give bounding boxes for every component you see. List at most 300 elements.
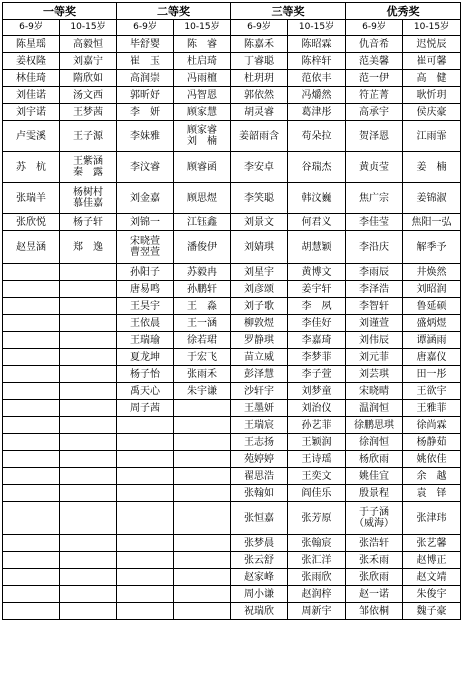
name-cell: [3, 121, 60, 152]
winner-name: 刘佳诺: [16, 89, 46, 101]
name-cell: [346, 183, 403, 214]
name-cell: [117, 332, 174, 349]
name-cell: [60, 468, 117, 485]
winner-name: 孙艺菲: [301, 419, 332, 431]
name-cell: [3, 485, 60, 502]
age-group-cell: 6-9岁: [3, 20, 60, 36]
age-group-cell: 10-15岁: [174, 20, 231, 36]
winner-name: 张汇洋: [301, 554, 332, 566]
name-cell: [3, 332, 60, 349]
name-cell: [60, 87, 117, 104]
name-cell: [60, 586, 117, 603]
name-cell: [60, 264, 117, 281]
table-row: [3, 400, 461, 417]
winner-name: 张翰如: [244, 487, 274, 499]
winner-name: 张云舒: [244, 554, 274, 566]
winner-name: 王昊宇: [130, 300, 160, 312]
name-cell: [346, 451, 403, 468]
winner-name: 陈梓轩: [301, 55, 332, 67]
name-cell: [174, 121, 231, 152]
name-cell: [288, 400, 346, 417]
name-cell: [231, 434, 288, 451]
header-first-prize: 一等奖: [3, 3, 117, 20]
name-cell: [3, 36, 60, 53]
name-cell: [288, 231, 346, 264]
name-cell: [117, 231, 174, 264]
name-cell: [403, 485, 461, 502]
winner-name: 张艺馨: [416, 537, 447, 549]
winner-name: 何君义: [301, 216, 332, 228]
name-cell: [3, 434, 60, 451]
winner-name: 郑 逸: [73, 241, 103, 253]
name-cell: [231, 400, 288, 417]
name-cell: [174, 586, 231, 603]
table-row: [3, 87, 461, 104]
winner-name: 黄贞莹: [359, 161, 389, 173]
name-cell: [174, 104, 231, 121]
name-cell: [346, 586, 403, 603]
name-cell: [3, 183, 60, 214]
winner-name: 周子茜: [130, 402, 160, 414]
winner-name: 江雨霏: [416, 130, 447, 142]
name-cell: [231, 70, 288, 87]
winner-name: 姚佳宜: [359, 470, 389, 482]
winner-name: 毕舒婴: [130, 38, 160, 50]
name-cell: [231, 315, 288, 332]
name-cell: [403, 586, 461, 603]
winner-name: 王墨妍: [244, 402, 274, 414]
name-cell: [3, 535, 60, 552]
age-group-cell: 10-15岁: [288, 20, 346, 36]
name-cell: [346, 264, 403, 281]
name-cell: [288, 315, 346, 332]
name-cell: [403, 183, 461, 214]
name-cell: [3, 231, 60, 264]
name-cell: [231, 603, 288, 620]
name-cell: [403, 552, 461, 569]
winner-name: 张欣雨: [359, 571, 389, 583]
winner-name: 范美馨: [359, 55, 389, 67]
winner-name: 苏毅冉: [187, 266, 217, 278]
name-cell: [117, 36, 174, 53]
name-cell: [3, 586, 60, 603]
winner-name: 高毅恒: [73, 38, 103, 50]
winner-name: 胡慧颖: [301, 241, 332, 253]
name-cell: [288, 417, 346, 434]
winner-name: 高润崇: [130, 72, 160, 84]
winner-name: 赵博正: [416, 554, 447, 566]
winner-name: 刘 楠: [187, 136, 217, 147]
name-cell: [174, 87, 231, 104]
name-cell: [174, 485, 231, 502]
winner-name: 张雨欣: [301, 571, 332, 583]
winner-name: 迟悦辰: [416, 38, 447, 50]
name-cell: [174, 183, 231, 214]
name-cell: [117, 214, 174, 231]
name-cell: [288, 586, 346, 603]
table-row: [3, 298, 461, 315]
name-cell: [174, 214, 231, 231]
age-group-cell: 10-15岁: [403, 20, 461, 36]
name-cell: [3, 152, 60, 183]
winner-name: 翟思浩: [244, 470, 274, 482]
table-row: [3, 214, 461, 231]
winner-name: 郭昕妤: [130, 89, 160, 101]
name-cell: [174, 281, 231, 298]
winner-name: 于子涵: [359, 507, 389, 518]
name-cell: [3, 281, 60, 298]
name-cell: [174, 315, 231, 332]
name-cell: [117, 400, 174, 417]
name-cell: [60, 552, 117, 569]
name-cell: [346, 36, 403, 53]
name-cell: [60, 366, 117, 383]
winner-name: 徐若珺: [187, 334, 217, 346]
winner-name: 冯智恩: [187, 89, 217, 101]
name-cell: [60, 603, 117, 620]
winner-name: 谷瑞杰: [301, 161, 332, 173]
name-cell: [174, 552, 231, 569]
name-cell: [3, 552, 60, 569]
name-cell: [117, 349, 174, 366]
name-cell: [403, 569, 461, 586]
name-cell: [231, 417, 288, 434]
name-cell: [174, 298, 231, 315]
name-cell: [403, 400, 461, 417]
winner-name: 李泽浩: [359, 283, 389, 295]
name-cell: [60, 383, 117, 400]
name-cell: [288, 383, 346, 400]
table-row: [3, 586, 461, 603]
table-row: [3, 281, 461, 298]
winner-name: 苟朵拉: [301, 130, 332, 142]
name-cell: [117, 281, 174, 298]
name-cell: [174, 535, 231, 552]
name-cell: [60, 70, 117, 87]
name-cell: [60, 315, 117, 332]
name-cell: [403, 36, 461, 53]
name-cell: [288, 104, 346, 121]
name-cell: [231, 87, 288, 104]
winner-name: 李佳好: [301, 317, 332, 329]
name-cell: [288, 485, 346, 502]
name-cell: [288, 603, 346, 620]
winner-name: 王一涵: [187, 317, 217, 329]
name-cell: [403, 214, 461, 231]
winner-name: 李嘉琦: [301, 334, 332, 346]
name-cell: [288, 53, 346, 70]
name-cell: [117, 70, 174, 87]
age-group-row: [3, 20, 461, 36]
winner-name: 符芷菁: [359, 89, 389, 101]
name-cell: [60, 231, 117, 264]
name-cell: [346, 535, 403, 552]
name-cell: [346, 603, 403, 620]
winner-name: 林佳琦: [16, 72, 46, 84]
winner-name: 秦 露: [73, 167, 103, 178]
winner-name: 姚依佳: [416, 453, 447, 465]
winner-name: 张梦晨: [244, 537, 274, 549]
name-cell: [403, 264, 461, 281]
winner-name: 高 健: [416, 72, 447, 84]
name-cell: [3, 87, 60, 104]
name-cell: [346, 87, 403, 104]
winner-name: 苏 杭: [16, 161, 46, 173]
winner-name: 赵昱涵: [16, 241, 46, 253]
name-cell: [117, 298, 174, 315]
name-cell: [60, 417, 117, 434]
winner-name: 宋晓萱: [130, 236, 160, 247]
winner-name: 李 夙: [301, 300, 332, 312]
winner-name: 苗立威: [244, 351, 274, 363]
name-cell: [288, 264, 346, 281]
name-cell: [3, 502, 60, 535]
name-cell: [60, 434, 117, 451]
name-cell: [403, 87, 461, 104]
name-cell: [231, 121, 288, 152]
winner-name: 刘宇诺: [16, 106, 46, 118]
winner-name: 王梦茜: [73, 106, 103, 118]
winner-name: 王瑞瑜: [130, 334, 160, 346]
winner-name: 顾家睿: [187, 125, 217, 136]
winner-name: 王颖润: [301, 436, 332, 448]
name-cell: [174, 502, 231, 535]
winner-name: 曹翌萱: [130, 247, 160, 258]
name-cell: [346, 315, 403, 332]
winner-name: 韩汶巍: [301, 192, 332, 204]
table-row: [3, 383, 461, 400]
name-cell: [231, 53, 288, 70]
winner-name: 刘梦童: [301, 385, 332, 397]
name-cell: [346, 104, 403, 121]
name-cell: [346, 231, 403, 264]
name-cell: [174, 332, 231, 349]
winner-name: 刘星宇: [244, 266, 274, 278]
winner-name: 温润恒: [359, 402, 389, 414]
name-cell: [60, 502, 117, 535]
winner-name: 王紫涵: [73, 156, 103, 167]
name-cell: [60, 53, 117, 70]
winner-name: 李雨辰: [359, 266, 389, 278]
winner-name: 袁 铎: [416, 487, 447, 499]
name-cell: [174, 231, 231, 264]
name-cell: [117, 315, 174, 332]
name-cell: [60, 104, 117, 121]
name-cell: [117, 383, 174, 400]
name-cell: [403, 349, 461, 366]
name-cell: [3, 104, 60, 121]
name-cell: [60, 349, 117, 366]
winner-name: 井焕然: [416, 266, 447, 278]
table-row: [3, 417, 461, 434]
winner-name: 李 妍: [130, 106, 160, 118]
name-cell: [231, 36, 288, 53]
name-cell: [346, 485, 403, 502]
name-cell: [117, 434, 174, 451]
name-cell: [231, 231, 288, 264]
name-cell: [174, 264, 231, 281]
winner-name: 李佳莹: [359, 216, 389, 228]
name-cell: [60, 121, 117, 152]
winner-name: 张津玮: [416, 512, 447, 524]
name-cell: [3, 53, 60, 70]
name-cell: [403, 70, 461, 87]
winner-name: 王欲宇: [416, 385, 447, 397]
name-cell: [231, 535, 288, 552]
name-cell: [346, 53, 403, 70]
name-cell: [174, 70, 231, 87]
winner-name: 焦阳一弘: [411, 216, 452, 228]
name-cell: [3, 417, 60, 434]
name-cell: [403, 502, 461, 535]
winner-name: 侯庆豪: [416, 106, 447, 118]
winner-name: 慕佳嘉: [73, 198, 103, 209]
name-cell: [60, 298, 117, 315]
winner-name: 赵润梓: [301, 588, 332, 600]
winner-name: 杨欣雨: [359, 453, 389, 465]
winner-name: 李子萱: [301, 368, 332, 380]
winner-name: 魏子豪: [416, 605, 447, 617]
winner-name: 阎佳乐: [301, 487, 332, 499]
name-cell: [117, 468, 174, 485]
winner-name: 赵文靖: [416, 571, 447, 583]
winner-name: 宋晓晴: [359, 385, 389, 397]
name-cell: [231, 468, 288, 485]
name-cell: [346, 552, 403, 569]
name-cell: [117, 417, 174, 434]
winner-name: 黄博文: [301, 266, 332, 278]
winner-name: 李安卓: [244, 161, 274, 173]
header-third-prize: 三等奖: [231, 3, 346, 20]
name-cell: [117, 603, 174, 620]
name-cell: [231, 569, 288, 586]
winner-name: 刘金嘉: [130, 192, 160, 204]
name-cell: [174, 400, 231, 417]
name-cell: [60, 281, 117, 298]
name-cell: [60, 152, 117, 183]
age-group-cell: 6-9岁: [231, 20, 288, 36]
winner-name: 唐易鸣: [130, 283, 160, 295]
name-cell: [3, 400, 60, 417]
name-cell: [231, 264, 288, 281]
name-cell: [174, 152, 231, 183]
name-cell: [231, 502, 288, 535]
winner-name: 杨树村: [73, 187, 103, 198]
name-cell: [346, 468, 403, 485]
award-table-container: [2, 2, 461, 620]
winner-name: 王瑞宸: [244, 419, 274, 431]
name-cell: [117, 586, 174, 603]
winner-name: 刘谨萱: [359, 317, 389, 329]
winner-name: 沙轩宇: [244, 385, 274, 397]
name-cell: [288, 87, 346, 104]
name-cell: [288, 183, 346, 214]
name-cell: [346, 434, 403, 451]
winner-name: 李沿庆: [359, 241, 389, 253]
name-cell: [346, 569, 403, 586]
winner-name: 姜锦淑: [416, 192, 447, 204]
name-cell: [60, 214, 117, 231]
winner-name: 苑婷婷: [244, 453, 274, 465]
winner-name: 徐鹏思琪: [354, 419, 394, 431]
name-cell: [3, 569, 60, 586]
name-cell: [117, 87, 174, 104]
winner-name: 张芳原: [301, 512, 332, 524]
name-cell: [117, 552, 174, 569]
name-cell: [231, 366, 288, 383]
age-group-cell: 6-9岁: [117, 20, 174, 36]
name-cell: [60, 400, 117, 417]
age-group-cell: 10-15岁: [60, 20, 117, 36]
name-cell: [346, 383, 403, 400]
table-row: [3, 434, 461, 451]
table-row: [3, 451, 461, 468]
name-cell: [3, 468, 60, 485]
name-cell: [288, 298, 346, 315]
table-row: [3, 502, 461, 535]
age-group-cell: 6-9岁: [346, 20, 403, 36]
name-cell: [346, 332, 403, 349]
name-cell: [288, 121, 346, 152]
name-cell: [288, 552, 346, 569]
header-excellence-prize: 优秀奖: [346, 3, 461, 20]
name-cell: [288, 434, 346, 451]
name-cell: [288, 349, 346, 366]
name-cell: [346, 214, 403, 231]
winner-name: 唐嘉仪: [416, 351, 447, 363]
name-cell: [403, 417, 461, 434]
name-cell: [3, 298, 60, 315]
name-cell: [60, 183, 117, 214]
name-cell: [288, 332, 346, 349]
winner-name: 姜 楠: [416, 161, 447, 173]
name-cell: [117, 451, 174, 468]
name-cell: [403, 315, 461, 332]
winner-name: 周新宇: [301, 605, 332, 617]
name-cell: [288, 281, 346, 298]
header-second-prize: 二等奖: [117, 3, 231, 20]
winner-name: 范依丰: [301, 72, 332, 84]
winner-name: 顾睿函: [187, 161, 217, 173]
name-cell: [346, 349, 403, 366]
name-cell: [346, 152, 403, 183]
winner-name: 刘嘉宁: [73, 55, 103, 67]
name-cell: [174, 349, 231, 366]
winner-name: 顾家慧: [187, 106, 217, 118]
winner-name: 姜宇轩: [301, 283, 332, 295]
name-cell: [231, 214, 288, 231]
winner-name: 丁睿聪: [244, 55, 274, 67]
name-cell: [346, 366, 403, 383]
name-cell: [346, 70, 403, 87]
name-cell: [3, 70, 60, 87]
winner-name: 刘彦颂: [244, 283, 274, 295]
winner-name: 解季予: [416, 241, 447, 253]
name-cell: [60, 569, 117, 586]
name-cell: [117, 502, 174, 535]
name-cell: [288, 451, 346, 468]
winner-name: 余 越: [416, 470, 447, 482]
name-cell: [403, 434, 461, 451]
winner-name: 刘景文: [244, 216, 274, 228]
name-cell: [117, 121, 174, 152]
name-cell: [117, 104, 174, 121]
name-cell: [346, 502, 403, 535]
winner-name: 崔可馨: [416, 55, 447, 67]
name-cell: [403, 366, 461, 383]
winner-name: 于宏飞: [187, 351, 217, 363]
name-cell: [174, 603, 231, 620]
